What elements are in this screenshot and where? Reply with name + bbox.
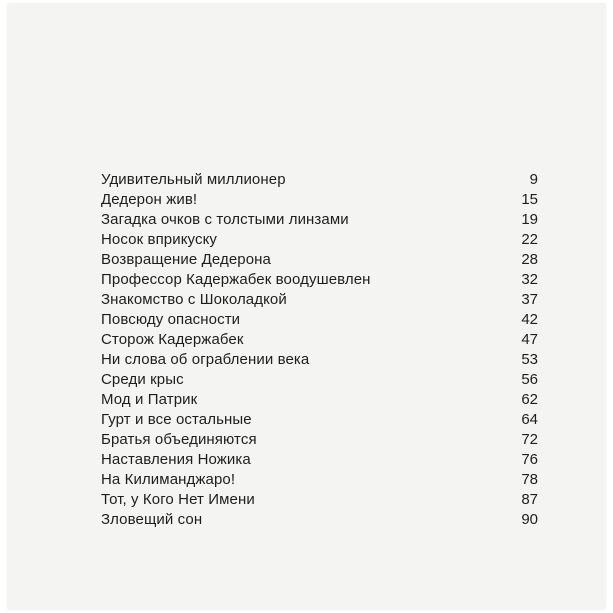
toc-entry [101, 370, 538, 390]
toc-entry [101, 290, 538, 310]
toc-entry-page: 37 [521, 291, 538, 308]
toc-entry [101, 250, 538, 270]
toc-entry [101, 170, 538, 190]
toc-entry [101, 470, 538, 490]
toc-entry-page: 90 [521, 511, 538, 528]
toc-entry-title: Носок вприкуску [101, 231, 218, 248]
toc-entry-page: 28 [521, 251, 538, 268]
toc-entry-title: Среди крыс [101, 371, 184, 388]
toc-entry-page: 9 [529, 171, 538, 188]
toc-entry-page: 78 [521, 471, 538, 488]
toc-entry [101, 310, 538, 330]
toc-entry-page: 47 [521, 331, 538, 348]
toc-entry [101, 390, 538, 410]
toc-entry-title: Повсюду опасности [101, 311, 241, 328]
toc-entry-page: 32 [521, 271, 538, 288]
toc-entry-title: Гурт и все остальные [101, 411, 252, 428]
toc-entry-page: 15 [521, 191, 538, 208]
toc-entry [101, 230, 538, 250]
toc-entry-page: 62 [521, 391, 538, 408]
toc-entry-title: Сторож Кадержабек [101, 331, 244, 348]
toc-entry-title: Мод и Патрик [101, 391, 198, 408]
toc-entry-page: 19 [521, 211, 538, 228]
toc-entry-title: На Килиманджаро! [101, 471, 236, 488]
toc-entry [101, 350, 538, 370]
toc-entry [101, 510, 538, 530]
toc-entry-title: Знакомство с Шоколадкой [101, 291, 287, 308]
toc-entry-page: 53 [521, 351, 538, 368]
toc-entry [101, 330, 538, 350]
toc-entry-title: Профессор Кадержабек воодушевлен [101, 271, 371, 288]
toc-entry [101, 270, 538, 290]
toc-entry [101, 410, 538, 430]
toc-entry-page: 22 [521, 231, 538, 248]
toc-entry-title: Удивительный миллионер [101, 171, 286, 188]
toc-entry-title: Зловещий сон [101, 511, 203, 528]
toc-entry-page: 87 [521, 491, 538, 508]
toc-entry-page: 56 [521, 371, 538, 388]
toc-entry-page: 64 [521, 411, 538, 428]
toc-entry [101, 430, 538, 450]
toc-entry [101, 490, 538, 510]
toc-entry [101, 190, 538, 210]
toc-entry-title: Возвращение Дедерона [101, 251, 271, 268]
toc-entry-title: Наставления Ножика [101, 451, 251, 468]
toc-entry [101, 210, 538, 230]
toc-entry-title: Тот, у Кого Нет Имени [101, 491, 255, 508]
toc-entry [101, 450, 538, 470]
toc-entry-title: Дедерон жив! [101, 191, 198, 208]
toc-entry-title: Братья объединяются [101, 431, 257, 448]
toc-entry-page: 72 [521, 431, 538, 448]
toc-entry-page: 76 [521, 451, 538, 468]
book-page [8, 4, 605, 609]
toc-entry-title: Загадка очков с толстыми линзами [101, 211, 349, 228]
toc-entry-page: 42 [521, 311, 538, 328]
toc-entry-title: Ни слова об ограблении века [101, 351, 310, 368]
table-of-contents [101, 170, 538, 530]
